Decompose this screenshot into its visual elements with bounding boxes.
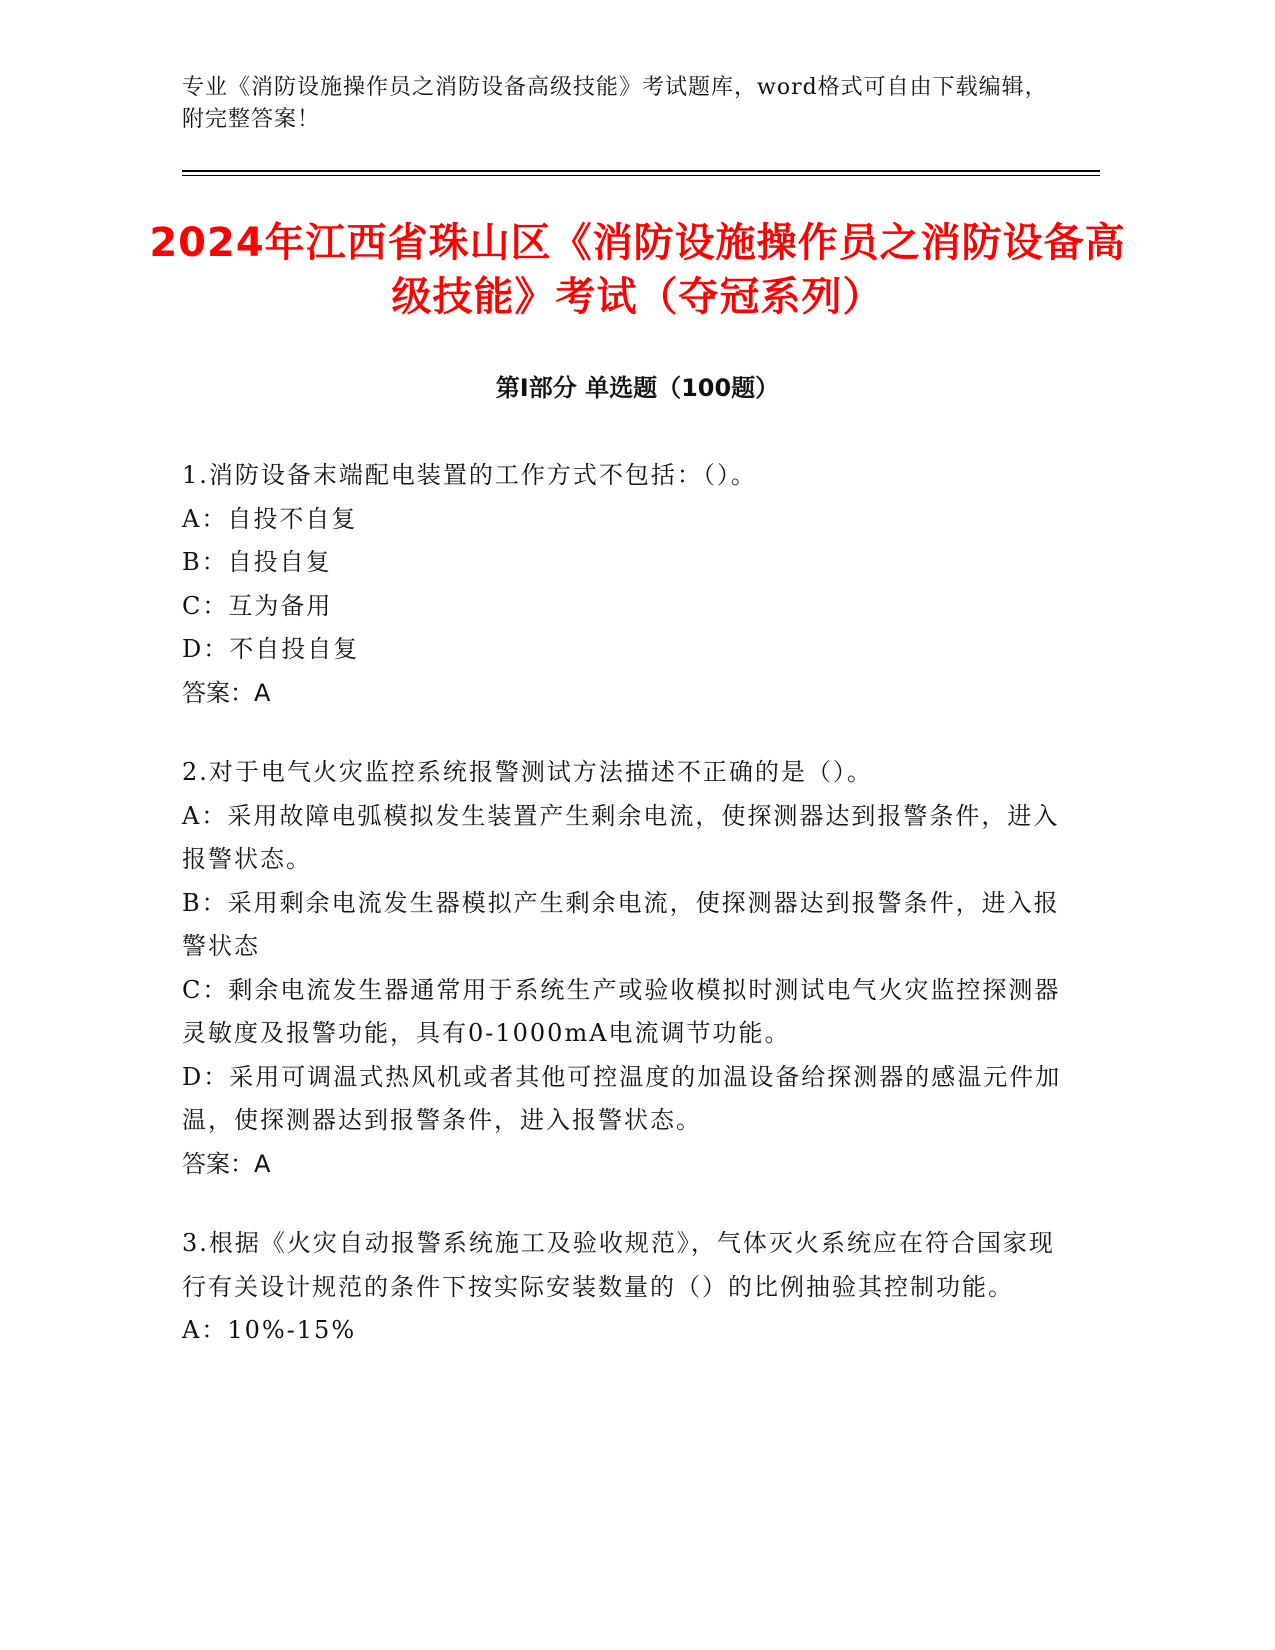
option-d: D：不自投自复 bbox=[182, 635, 360, 663]
answer-line: 答案：A bbox=[182, 1149, 271, 1178]
option-a: A：自投不自复 bbox=[182, 504, 358, 533]
option-d: D：采用可调温式热风机或者其他可控温度的加温设备给探测器的感温元件加温，使探测器达到报警条件，进入报警状态。 bbox=[182, 1062, 1062, 1134]
question-2 bbox=[182, 751, 1062, 1186]
section-heading: 第I部分 单选题（100题） bbox=[495, 374, 780, 402]
question-1 bbox=[182, 454, 1062, 715]
option-b: B：自投自复 bbox=[182, 548, 332, 576]
option-c: C：剩余电流发生器通常用于系统生产或验收模拟时测试电气火灾监控探测器灵敏度及报警功能，具有0-1000mA电流调节功能。 bbox=[182, 975, 1061, 1047]
question-stem: 3.根据《火灾自动报警系统施工及验收规范》，气体灭火系统应在符合国家现行有关设计规范的条件下按实际安装数量的（）的比例抽验其控制功能。 bbox=[182, 1229, 1055, 1301]
option-a: A：10%-15% bbox=[182, 1316, 357, 1344]
option-b: B：采用剩余电流发生器模拟产生剩余电流，使探测器达到报警条件，进入报警状态 bbox=[182, 888, 1060, 960]
answer-line: 答案：A bbox=[182, 678, 271, 707]
header-note: 专业《消防设施操作员之消防设备高级技能》考试题库，word格式可自由下载编辑，附完整答案！ bbox=[182, 75, 1048, 132]
question-3 bbox=[182, 1222, 1062, 1353]
question-list bbox=[182, 454, 1062, 1389]
header-rule-thin bbox=[182, 175, 1100, 176]
document-title: 2024年江西省珠山区《消防设施操作员之消防设备高级技能》考试（夺冠系列） bbox=[149, 220, 1126, 320]
header-rule-thick bbox=[182, 170, 1100, 172]
option-a: A：采用故障电弧模拟发生装置产生剩余电流，使探测器达到报警条件，进入报警状态。 bbox=[182, 801, 1060, 873]
question-stem: 2.对于电气火灾监控系统报警测试方法描述不正确的是（）。 bbox=[182, 758, 873, 786]
question-stem: 1.消防设备末端配电装置的工作方式不包括：（）。 bbox=[182, 461, 757, 489]
option-c: C：互为备用 bbox=[182, 591, 333, 620]
